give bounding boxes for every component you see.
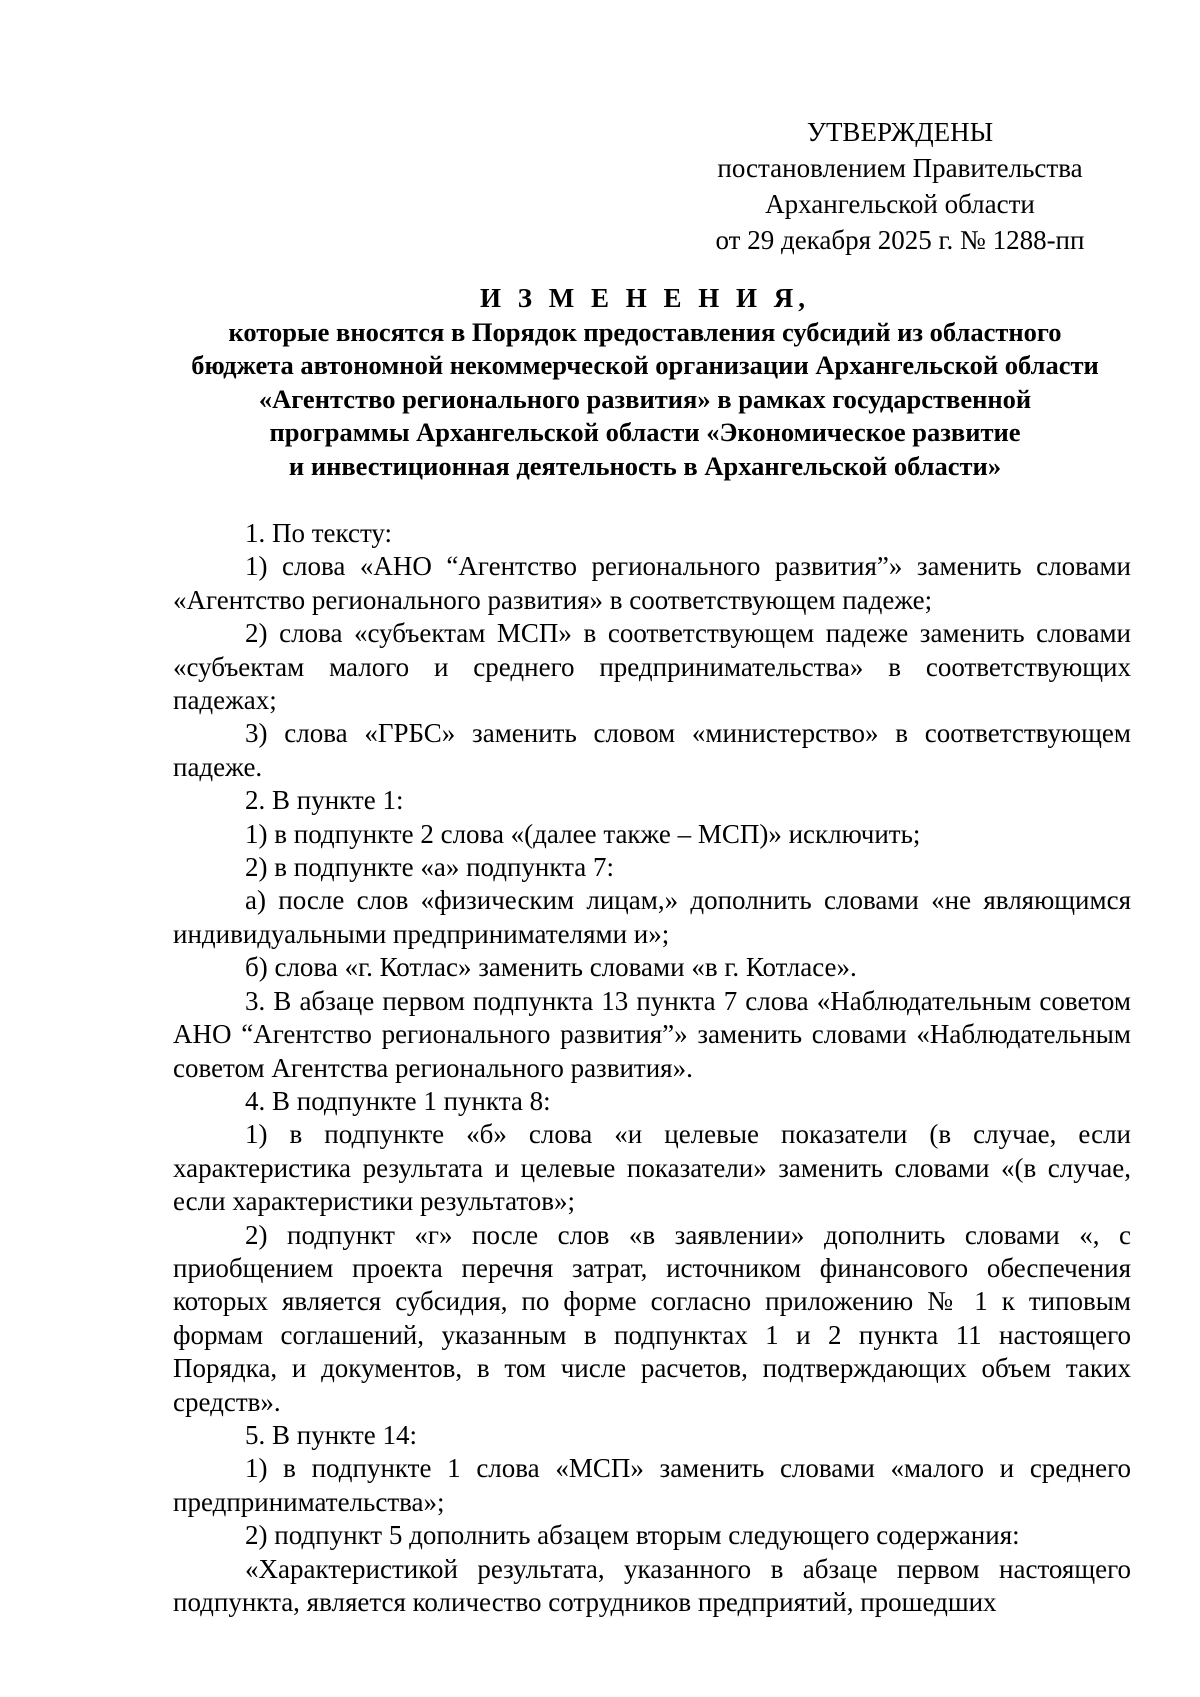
approval-heading: УТВЕРЖДЕНЫ (806, 117, 994, 147)
paragraph: 1) в подпункте 2 слова «(далее также – МСП)» исключить; (245, 818, 921, 849)
paragraph: 2) подпункт 5 дополнить абзацем вторым следующего содержания: (245, 1520, 1020, 1551)
title-line: и инвестиционная деятельность в Архангельской области» (288, 450, 1002, 481)
paragraph: 1) слова «АНО “Агентство регионального развития”» заменить словами «Агентство регионального развития» в соответствующем падеже; (173, 551, 1131, 615)
title-line: которые вносятся в Порядок предоставления субсидий из областного (228, 316, 1062, 347)
paragraph: 2) в подпункте «а» подпункта 7: (245, 852, 615, 883)
paragraph: 2) подпункт «г» после слов «в заявлении» дополнить словами «, с приобщением проекта перечня затрат, источником финансового обеспечения которых является субсидия, по форме согласно приложению № 1 к типовым формам соглашений, указанным в подпунктах 1 и 2 пункта 11 настоящего Порядка, и документов, в том числе расчетов, подтверждающих объем таких средств». (173, 1219, 1131, 1417)
paragraph: 2) слова «субъектам МСП» в соответствующем падеже заменить словами «субъектам малого и среднего предпринимательства» в соответствующих падежах; (173, 618, 1131, 716)
paragraph: 4. В подпункте 1 пункта 8: (245, 1085, 551, 1116)
paragraph: 1. По тексту: (245, 518, 393, 548)
document-body (173, 517, 1131, 1619)
paragraph: 1) в подпункте 1 слова «МСП» заменить словами «малого и среднего предпринимательства»; (173, 1453, 1131, 1517)
paragraph: б) слова «г. Котлас» заменить словами «в г. Котласе». (245, 952, 857, 983)
paragraph: 2. В пункте 1: (245, 785, 404, 816)
approval-stamp (700, 114, 1100, 258)
title-line: «Агентство регионального развития» в рамках государственной (258, 383, 1032, 414)
title-line: программы Архангельской области «Экономическое развитие (269, 417, 1021, 447)
paragraph: 1) в подпункте «б» слова «и целевые показатели (в случае, если характеристика результата и целевые показатели» заменить словами «(в случае, если характеристики результатов»; (173, 1119, 1131, 1217)
title-line: бюджета автономной некоммерческой организации Архангельской области (191, 350, 1099, 380)
paragraph: 3. В абзаце первом подпункта 13 пункта 7 слова «Наблюдательным советом АНО “Агентство регионального развития”» заменить словами «Наблюдательным советом Агентства регионального развития». (173, 985, 1131, 1083)
title-heading: И З М Е Н Е Н И Я, (479, 283, 810, 313)
document-title (160, 282, 1130, 483)
paragraph: а) после слов «физическим лицам,» дополнить словами «не являющимся индивидуальными предпринимателями и»; (173, 885, 1131, 949)
paragraph: «Характеристикой результата, указанного в абзаце первом настоящего подпункта, является количество сотрудников предприятий, прошедших (173, 1553, 1131, 1617)
approval-line: постановлением Правительства (717, 153, 1083, 183)
approval-date-number: от 29 декабря 2025 г. № 1288-пп (715, 225, 1085, 255)
paragraph: 3) слова «ГРБС» заменить словом «министерство» в соответствующем падеже. (173, 718, 1131, 782)
paragraph: 5. В пункте 14: (245, 1419, 417, 1450)
approval-line: Архангельской области (765, 189, 1035, 219)
